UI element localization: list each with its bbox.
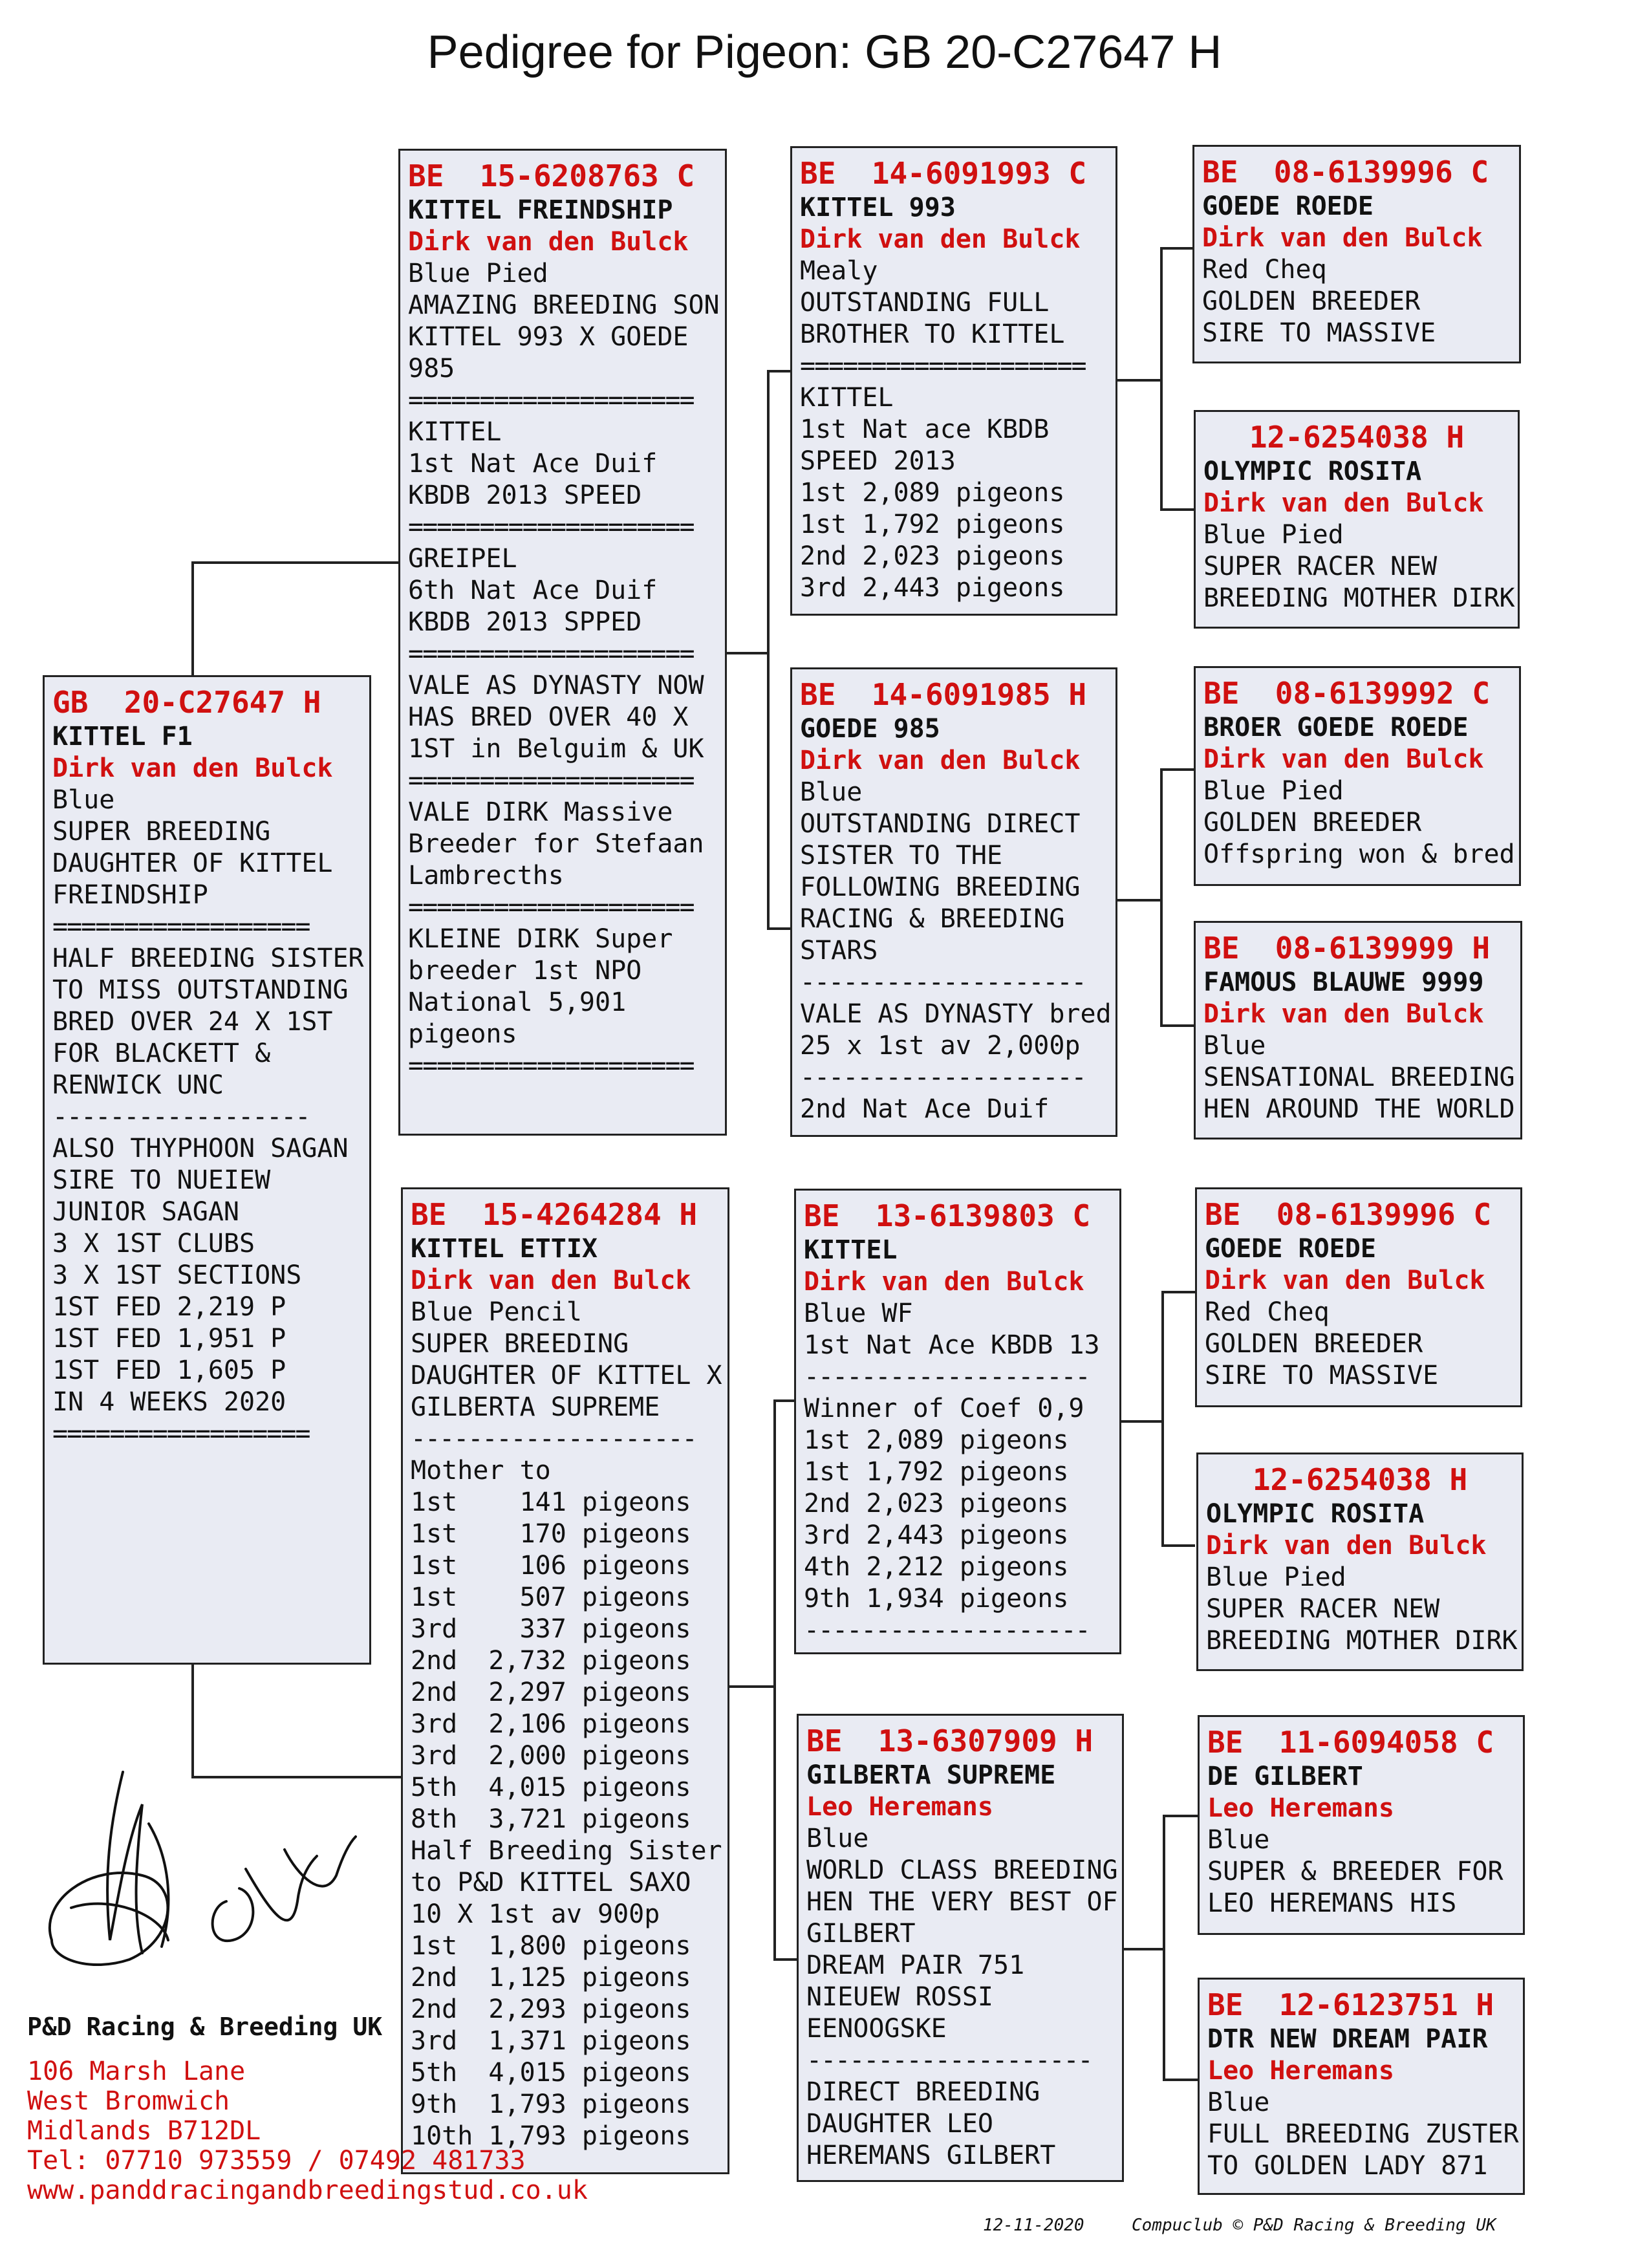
ancestor-card [1192,145,1521,363]
connector-line [767,370,770,930]
owner-name: Dirk van den Bulck [408,227,689,257]
separator-line: ==================== [408,892,694,922]
pigeon-details [52,784,364,1450]
detail-line: 8th 3,721 pigeons [411,1804,691,1834]
owner-name: Dirk van den Bulck [1205,1266,1485,1295]
detail-line: 985 [408,354,455,383]
pigeon-details [1202,254,1511,349]
pigeon-name: KITTEL 993 [800,193,956,222]
detail-line: DAUGHTER OF KITTEL X [411,1361,722,1390]
detail-line: 9th 1,793 pigeons [411,2090,691,2119]
detail-line: HEREMANS GILBERT [806,2141,1056,2170]
ancestor-card [1198,1715,1525,1935]
pigeon-details [1203,519,1515,614]
separator-line: -------------------- [806,2046,1092,2075]
detail-line: 1st 2,089 pigeons [804,1425,1069,1455]
website-link[interactable]: www.panddracingandbreedingstud.co.uk [27,2176,588,2205]
subject-card [43,675,371,1665]
detail-line: HAS BRED OVER 40 X [408,702,689,732]
connector-line [767,927,793,930]
detail-line: 1ST in Belguim & UK [408,734,704,764]
separator-line: ==================== [408,639,694,669]
detail-line: DIRECT BREEDING [806,2077,1040,2107]
connector-line [1116,379,1161,382]
detail-line: DAUGHTER LEO [806,2109,993,2139]
detail-line: KITTEL [408,417,502,447]
ring-number: BE 13-6139803 C [804,1198,1091,1233]
detail-line: STARS [800,936,878,966]
detail-line: VALE DIRK Massive [408,797,673,827]
detail-line: 5th 4,015 pigeons [411,2058,691,2088]
connector-line [1121,1948,1164,1950]
owner-name: Dirk van den Bulck [804,1267,1084,1297]
separator-line: -------------------- [411,1424,696,1454]
detail-line: SUPER & BREEDER FOR [1207,1857,1503,1886]
address-line: West Bromwich [27,2086,230,2116]
detail-line: Red Cheq [1205,1297,1330,1327]
detail-line: Blue [52,785,115,815]
detail-line: KITTEL [800,383,894,413]
detail-line: 1st Nat Ace Duif [408,449,658,479]
detail-line: Blue Pied [1203,520,1344,550]
detail-line: 4th 2,212 pigeons [804,1552,1069,1582]
pigeon-name: GOEDE ROEDE [1205,1234,1376,1264]
address-line: Midlands B712DL [27,2116,261,2146]
detail-line: GOLDEN BREEDER [1205,1329,1423,1359]
detail-line: 1st 170 pigeons [411,1519,691,1549]
detail-line: HEN THE VERY BEST OF [806,1887,1118,1917]
detail-line: Offspring won & bred [1203,839,1515,869]
owner-name: Dirk van den Bulck [1203,999,1484,1029]
detail-line: 3 X 1ST SECTIONS [52,1260,302,1290]
detail-line: 3 X 1ST CLUBS [52,1229,255,1258]
pigeon-name: OLYMPIC ROSITA [1203,457,1422,486]
separator-line: ==================== [408,385,694,415]
pigeon-name: DTR NEW DREAM PAIR [1207,2024,1488,2054]
detail-line: FOLLOWING BREEDING [800,872,1081,902]
detail-line: NIEUEW ROSSI [806,1982,993,2012]
connector-line [1161,1291,1164,1547]
ring-number: 12-6254038 H [1249,420,1465,455]
ring-number: BE 11-6094058 C [1207,1725,1494,1760]
separator-line: -------------------- [800,967,1086,997]
detail-line: Blue [1207,2088,1270,2117]
pigeon-details [1207,1824,1515,1919]
dam-dam-card [797,1714,1124,2182]
detail-line: pigeons [408,1019,517,1049]
connector-line [1160,247,1163,511]
detail-line: 1ST FED 1,605 P [52,1355,286,1385]
ring-number: 12-6254038 H [1252,1462,1468,1497]
owner-name: Dirk van den Bulck [52,753,333,783]
separator-line: ==================== [800,351,1086,381]
detail-line: GILBERT [806,1919,916,1949]
ancestor-card [1194,410,1520,629]
detail-line: RENWICK UNC [52,1070,224,1100]
ring-number: BE 08-6139999 H [1203,931,1491,966]
detail-line: Blue [806,1824,869,1853]
dam-card [401,1187,729,2174]
detail-line: VALE AS DYNASTY NOW [408,671,704,700]
connector-line [1160,247,1194,250]
detail-line: GREIPEL [408,544,517,574]
detail-line: Blue [1207,1825,1270,1855]
detail-line: 2nd 2,732 pigeons [411,1646,691,1676]
separator-line: -------------------- [800,1063,1086,1092]
ring-number: GB 20-C27647 H [52,685,321,720]
ring-number: BE 15-6208763 C [408,158,695,193]
pigeon-name: GOEDE ROEDE [1202,191,1374,221]
connector-line [1161,1291,1195,1293]
detail-line: 1st Nat ace KBDB [800,415,1050,444]
detail-line: Winner of Coef 0,9 [804,1394,1084,1423]
footer-credit: Compuclub © P&D Racing & Breeding UK [1132,2216,1496,2235]
detail-line: 3rd 2,443 pigeons [804,1520,1069,1550]
detail-line: SENSATIONAL BREEDING [1203,1063,1515,1092]
ring-number: BE 08-6139996 C [1205,1197,1492,1232]
connector-line [1160,768,1194,771]
detail-line: VALE AS DYNASTY bred [800,999,1112,1029]
sire-sire-card [790,146,1117,616]
detail-line: 1st 106 pigeons [411,1551,691,1581]
detail-line: SIRE TO NUEIEW [52,1165,271,1195]
detail-line: WORLD CLASS BREEDING [806,1855,1118,1885]
connector-line [1163,2079,1198,2081]
detail-line: SPEED 2013 [800,446,956,476]
owner-name: Dirk van den Bulck [800,746,1081,775]
detail-line: OUTSTANDING DIRECT [800,809,1081,839]
detail-line: 3rd 2,443 pigeons [800,573,1065,603]
detail-line: 3rd 2,000 pigeons [411,1741,691,1771]
owner-name: Dirk van den Bulck [1203,488,1484,518]
dam-sire-card [794,1189,1121,1654]
pigeon-details [806,1823,1118,2172]
detail-line: SUPER RACER NEW [1206,1594,1440,1624]
owner-name: Dirk van den Bulck [1202,223,1483,253]
connector-line [1160,1024,1194,1027]
breeder-company: P&D Racing & Breeding UK [27,2013,383,2041]
detail-line: Mealy [800,256,878,286]
separator-line: -------------------- [804,1362,1090,1392]
detail-line: Red Cheq [1202,255,1327,285]
detail-line: SISTER TO THE [800,841,1003,870]
detail-line: FOR BLACKETT & [52,1039,271,1068]
sire-dam-card [790,667,1117,1137]
pigeon-details [1203,775,1515,870]
detail-line: FREINDSHIP [52,880,208,910]
detail-line: RACING & BREEDING [800,904,1065,934]
pigeon-name: KITTEL ETTIX [411,1234,598,1264]
detail-line: DREAM PAIR 751 [806,1950,1025,1980]
connector-line [1116,899,1161,902]
detail-line: EENOOGSKE [806,2014,947,2044]
separator-line: ================== [52,1419,310,1449]
detail-line: ALSO THYPHOON SAGAN [52,1134,349,1163]
detail-line: breeder 1st NPO [408,956,642,986]
detail-line: OUTSTANDING FULL [800,288,1050,318]
pigeon-details [1203,1030,1513,1125]
pigeon-details [800,255,1108,604]
detail-line: 5th 4,015 pigeons [411,1773,691,1802]
connector-line [773,1399,776,1961]
pigeon-name: BROER GOEDE ROEDE [1203,713,1469,742]
ancestor-card [1198,1978,1525,2195]
signature-image [13,1746,375,1992]
pigeon-details [1207,2087,1519,2182]
connector-line [767,370,793,373]
detail-line: Breeder for Stefaan [408,829,704,859]
detail-line: 6th Nat Ace Duif [408,576,658,605]
detail-line: KBDB 2013 SPEED [408,481,642,510]
print-date: 12-11-2020 [983,2216,1084,2235]
detail-line: KBDB 2013 SPPED [408,607,642,637]
detail-line: DAUGHTER OF KITTEL [52,848,333,878]
detail-line: 1st 507 pigeons [411,1582,691,1612]
owner-name: Leo Heremans [1207,1793,1394,1823]
pigeon-name: KITTEL [804,1235,898,1265]
owner-name: Dirk van den Bulck [800,224,1081,254]
separator-line: ==================== [408,1051,694,1081]
detail-line: SUPER BREEDING [411,1329,629,1359]
connector-line [1160,508,1194,511]
detail-line: Lambrecths [408,861,564,891]
connector-line [1119,1420,1163,1423]
detail-line: 1st 141 pigeons [411,1487,691,1517]
detail-line: SUPER BREEDING [52,817,271,847]
separator-line: ==================== [408,766,694,795]
owner-name: Dirk van den Bulck [1203,744,1484,774]
connector-line [1161,1544,1195,1547]
pigeon-details [411,1297,720,2152]
detail-line: FULL BREEDING ZUSTER [1207,2119,1519,2149]
detail-line: 2nd 2,023 pigeons [804,1489,1069,1518]
ring-number: BE 08-6139996 C [1202,155,1489,189]
ring-number: BE 13-6307909 H [806,1723,1094,1758]
separator-line: ================== [52,912,310,942]
detail-line: 1st 1,792 pigeons [804,1457,1069,1487]
pigeon-name: KITTEL FREINDSHIP [408,195,673,225]
ancestor-card [1194,921,1522,1139]
pigeon-name: GOEDE 985 [800,714,940,744]
detail-line: 2nd 2,023 pigeons [800,541,1065,571]
detail-line: GOLDEN BREEDER [1203,808,1422,837]
detail-line: BREEDING MOTHER DIRK [1203,583,1515,613]
ancestor-card [1195,1187,1522,1407]
detail-line: to P&D KITTEL SAXO [411,1868,691,1897]
ring-number: BE 12-6123751 H [1207,1987,1494,2022]
connector-line [1160,768,1163,1027]
detail-line: National 5,901 [408,988,627,1017]
detail-line: Blue WF [804,1299,913,1328]
owner-name: Leo Heremans [1207,2056,1394,2086]
owner-name: Dirk van den Bulck [1206,1531,1487,1561]
detail-line: 2nd 2,293 pigeons [411,1994,691,2024]
detail-line: Blue Pied [1206,1562,1346,1592]
detail-line: BROTHER TO KITTEL [800,319,1065,349]
detail-line: 10th 1,793 pigeons [411,2121,691,2151]
address-line: 106 Marsh Lane [27,2057,246,2086]
detail-line: Half Breeding Sister [411,1836,722,1866]
sire-card [398,149,727,1136]
ring-number: BE 08-6139992 C [1203,676,1491,711]
pigeon-name: DE GILBERT [1207,1762,1363,1791]
detail-line: BREEDING MOTHER DIRK [1206,1626,1518,1656]
detail-line: IN 4 WEEKS 2020 [52,1387,286,1417]
pigeon-name: OLYMPIC ROSITA [1206,1499,1425,1529]
detail-line: 2nd 1,125 pigeons [411,1963,691,1993]
detail-line: 2nd Nat Ace Duif [800,1094,1050,1124]
detail-line: 1st Nat Ace KBDB 13 [804,1330,1100,1360]
detail-line: Blue Pencil [411,1297,582,1327]
detail-line: HALF BREEDING SISTER [52,944,364,973]
detail-line: TO GOLDEN LADY 871 [1207,2151,1488,2181]
pigeon-details [804,1298,1112,1647]
owner-name: Dirk van den Bulck [411,1266,691,1295]
detail-line: 1ST FED 1,951 P [52,1324,286,1354]
owner-name: Leo Heremans [806,1792,993,1822]
detail-line: 1st 1,800 pigeons [411,1931,691,1961]
detail-line: 1st 1,792 pigeons [800,510,1065,539]
detail-line: SIRE TO MASSIVE [1205,1361,1439,1390]
connector-line [773,1958,799,1961]
detail-line: GILBERTA SUPREME [411,1392,660,1422]
pigeon-name: FAMOUS BLAUWE 9999 [1203,967,1484,997]
connector-line [1163,1815,1165,2081]
ring-number: BE 15-4264284 H [411,1197,698,1232]
pigeon-details [408,258,720,1082]
detail-line: 1ST FED 2,219 P [52,1292,286,1322]
detail-line: KLEINE DIRK Super [408,924,673,954]
ring-number: BE 14-6091985 H [800,677,1087,712]
separator-line: -------------------- [804,1615,1090,1645]
detail-line: TO MISS OUTSTANDING [52,975,349,1005]
detail-line: SUPER RACER NEW [1203,552,1438,581]
ring-number: BE 14-6091993 C [800,156,1087,191]
detail-line: 10 X 1st av 900p [411,1899,660,1929]
detail-line: BRED OVER 24 X 1ST [52,1007,333,1037]
pigeon-name: KITTEL F1 [52,722,193,751]
detail-line: 1st 2,089 pigeons [800,478,1065,508]
detail-line: JUNIOR SAGAN [52,1197,239,1227]
connector-line [1163,1815,1198,1817]
breeder-address [27,2057,588,2205]
detail-line: GOLDEN BREEDER [1202,286,1421,316]
detail-line: Blue Pied [408,259,548,288]
pigeon-details [1205,1297,1513,1392]
connector-line [191,561,194,684]
address-line: Tel: 07710 973559 / 07492 481733 [27,2146,526,2176]
detail-line: Blue Pied [1203,776,1344,806]
pigeon-details [800,777,1112,1125]
detail-line: 9th 1,934 pigeons [804,1584,1069,1614]
detail-line: Blue [800,777,863,807]
detail-line: SIRE TO MASSIVE [1202,318,1436,348]
page-title: Pedigree for Pigeon: GB 20-C27647 H [427,27,1222,78]
detail-line: 3rd 2,106 pigeons [411,1709,691,1739]
connector-line [727,1685,776,1688]
pigeon-name: GILBERTA SUPREME [806,1760,1056,1790]
detail-line: 3rd 337 pigeons [411,1614,691,1644]
separator-line: ==================== [408,512,694,542]
pigeon-details [1206,1562,1518,1657]
detail-line: LEO HEREMANS HIS [1207,1888,1457,1918]
connector-line [191,561,401,564]
ancestor-card [1194,666,1521,886]
detail-line: AMAZING BREEDING SON [408,290,720,320]
detail-line: 2nd 2,297 pigeons [411,1678,691,1707]
detail-line: Mother to [411,1456,551,1485]
detail-line: 25 x 1st av 2,000p [800,1031,1081,1061]
detail-line: Blue [1203,1031,1266,1061]
detail-line: KITTEL 993 X GOEDE [408,322,689,352]
connector-line [724,652,768,654]
detail-line: 3rd 1,371 pigeons [411,2026,691,2056]
ancestor-card [1196,1453,1524,1671]
detail-line: HEN AROUND THE WORLD [1203,1094,1515,1124]
separator-line: ------------------ [52,1102,310,1132]
